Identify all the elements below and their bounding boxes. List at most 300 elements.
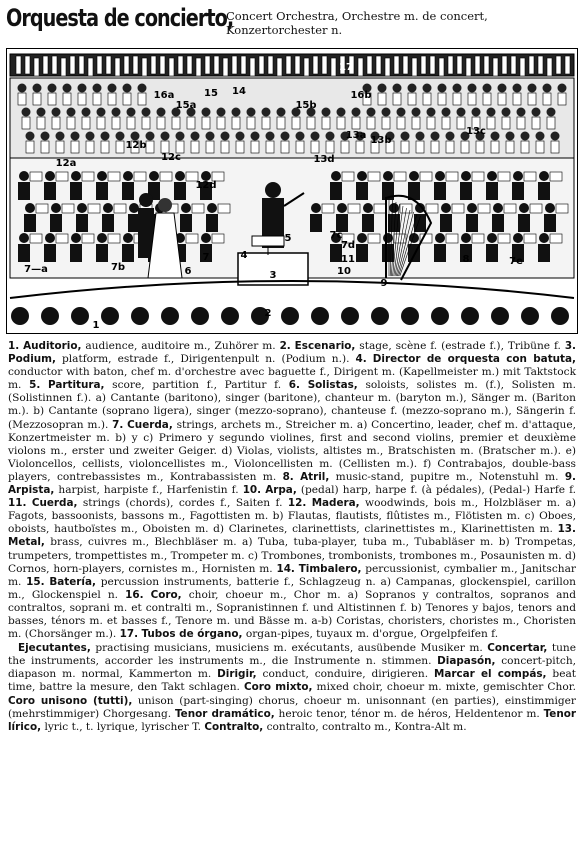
label-12b: 12b xyxy=(125,140,147,151)
chorister-score xyxy=(33,93,41,105)
chorister xyxy=(513,84,522,93)
organ-pipe xyxy=(52,56,57,74)
music-stand xyxy=(446,234,458,243)
chorister-score xyxy=(22,117,30,129)
musician-body xyxy=(330,182,342,200)
organ-pipe xyxy=(160,56,165,74)
chorister-score xyxy=(401,141,409,153)
legend-number: 3. xyxy=(564,340,576,352)
label-7b: 7b xyxy=(110,262,126,273)
page-title: Orquesta de concierto, xyxy=(6,4,234,32)
chorister xyxy=(48,84,57,93)
chorister-score xyxy=(251,141,259,153)
legend-definition: strings, archets m., Streicher m. a) Concertino, leader, chef m. d'attaque, Konzertmeister m. b) y c) Primero y segundo violines, first and second violins, premier et deuxième violons m., erster und zweiter Geiger. d) Violas, violists, altistes m., Bratschisten m. (Bratscher m.). e) Violoncellos, cellists, violoncellistes m., Violoncellisten m. (Cellisten m.). f) Contrabajos, double-bass players, contrebassistes m., Kontrabassisten m. xyxy=(8,418,576,483)
chorister-score xyxy=(82,117,90,129)
chorister xyxy=(266,132,275,141)
music-stand xyxy=(348,204,360,213)
chorister-score xyxy=(138,93,146,105)
legend-definition: organ-pipes, tuyaux m. d'orgue, Orgelpfeifen f. xyxy=(245,628,499,641)
chorister-score xyxy=(352,117,360,129)
label-8: 8 xyxy=(462,254,470,265)
music-stand xyxy=(498,234,510,243)
musician-body xyxy=(544,214,556,232)
chorister-score xyxy=(468,93,476,105)
organ-pipe xyxy=(403,56,408,74)
legend-term: Partitura, xyxy=(48,379,105,392)
chorister-score xyxy=(487,117,495,129)
label-13a: 13a xyxy=(345,130,367,141)
chorister xyxy=(491,132,500,141)
legend-term: Metal, xyxy=(8,536,45,549)
chorister-score xyxy=(296,141,304,153)
musician-body xyxy=(486,182,498,200)
organ-pipe xyxy=(133,56,138,74)
organ-pipe xyxy=(277,58,282,76)
musician-body xyxy=(70,182,82,200)
chorister-score xyxy=(157,117,165,129)
musician xyxy=(487,171,497,181)
page-subtitle: Concert Orchestra, Orchestre m. de concert, Konzertorchester n. xyxy=(226,9,488,37)
chorister-score xyxy=(536,141,544,153)
legend-number: 7. xyxy=(112,418,124,431)
legend-term: Coro, xyxy=(150,588,182,601)
legend-term: Tenor lírico, xyxy=(8,707,576,733)
chorister xyxy=(337,108,346,117)
chorister-score xyxy=(476,141,484,153)
chorister-score xyxy=(86,141,94,153)
chorister-score xyxy=(18,93,26,105)
music-stand xyxy=(88,204,100,213)
musician xyxy=(51,203,61,213)
musician xyxy=(435,171,445,181)
chorister-score xyxy=(262,117,270,129)
organ-pipe xyxy=(241,56,246,74)
chorister xyxy=(63,84,72,93)
musician-body xyxy=(486,244,498,262)
musician xyxy=(201,233,211,243)
chorister-score xyxy=(56,141,64,153)
chorister xyxy=(37,108,46,117)
musician-body xyxy=(440,214,452,232)
legend-number: 12. xyxy=(287,497,307,510)
chorister-score xyxy=(37,117,45,129)
musician-body xyxy=(96,182,108,200)
musician xyxy=(97,171,107,181)
legend-number: 10. xyxy=(242,484,262,497)
legend-term: Timbalero, xyxy=(298,562,362,575)
chorister-score xyxy=(491,141,499,153)
musician-body xyxy=(50,214,62,232)
chorister xyxy=(251,132,260,141)
chorister-score xyxy=(341,141,349,153)
chorister-score xyxy=(247,117,255,129)
organ-pipe xyxy=(97,56,102,74)
chorister-score xyxy=(356,141,364,153)
musician-body xyxy=(174,182,186,200)
legend-term: Solistas, xyxy=(307,379,358,392)
music-stand xyxy=(30,234,42,243)
chorister xyxy=(528,84,537,93)
organ-pipe xyxy=(457,56,462,74)
chorister xyxy=(277,108,286,117)
chorister-score xyxy=(217,117,225,129)
chorister-score xyxy=(187,117,195,129)
chorister-score xyxy=(26,141,34,153)
musician xyxy=(45,233,55,243)
chorister-score xyxy=(127,117,135,129)
organ-pipe xyxy=(511,56,516,74)
chorister xyxy=(442,108,451,117)
musician xyxy=(25,203,35,213)
musician-body xyxy=(466,214,478,232)
music-stand xyxy=(420,172,432,181)
chorister xyxy=(367,108,376,117)
legend-term: Marcar el compás, xyxy=(434,668,547,681)
chorister xyxy=(236,132,245,141)
label-1: 1 xyxy=(92,320,100,331)
legend-term: Ejecutantes, xyxy=(18,642,91,655)
chorister-score xyxy=(116,141,124,153)
organ-pipe xyxy=(25,56,30,74)
music-stand xyxy=(82,172,94,181)
musician xyxy=(71,233,81,243)
label-12c: 12c xyxy=(161,152,181,163)
organ-pipe xyxy=(502,56,507,74)
chorister-score xyxy=(63,93,71,105)
music-stand xyxy=(498,172,510,181)
chorister xyxy=(116,132,125,141)
chorister xyxy=(67,108,76,117)
organ-pipe xyxy=(295,56,300,74)
chorister xyxy=(326,132,335,141)
musician-body xyxy=(356,244,368,262)
organ-pipe xyxy=(88,58,93,76)
label-12a: 12a xyxy=(55,158,77,169)
legend-term: Tubos de órgano, xyxy=(141,628,243,641)
legend-term: Escenario, xyxy=(294,340,356,352)
music-stand xyxy=(472,234,484,243)
music-stand xyxy=(530,204,542,213)
organ-pipe xyxy=(439,58,444,76)
musician xyxy=(103,203,113,213)
musician xyxy=(77,203,87,213)
musician-body xyxy=(356,182,368,200)
legend-definition: strings (chords), cordes f., Saiten f. xyxy=(82,497,283,510)
chorister xyxy=(487,108,496,117)
chorister xyxy=(397,108,406,117)
organ-pipe xyxy=(304,58,309,76)
legend-term: Cuerda, xyxy=(31,497,78,510)
organ-pipe xyxy=(196,58,201,76)
music-stand xyxy=(394,172,406,181)
musician-body xyxy=(122,244,134,262)
musician xyxy=(513,171,523,181)
musician-body xyxy=(538,244,550,262)
chorister-score xyxy=(416,141,424,153)
legend-definition: woodwinds, bois m., Holzbläser m. a) Fagots, bassoonists, bassons m., Fagottisten m. b) Flautas, flautists, flûtistes m., Flötisten m. c) Oboes, oboists, hautboïstes m., Oboisten m. d) Clarinetes, clarinettists, clarinettistes m., Klarinettisten m. xyxy=(8,497,576,536)
chorister xyxy=(438,84,447,93)
chorister xyxy=(472,108,481,117)
musician-body xyxy=(206,214,218,232)
legend-definition: percussion instruments, batterie f., Schlagzeug n. a) Campanas, glockenspiel, carillon m., Glockenspiel n. xyxy=(8,575,576,601)
musician xyxy=(519,203,529,213)
chorister-score xyxy=(326,141,334,153)
legend-definition: harpist, harpiste f., Harfenistin f. xyxy=(58,484,239,497)
organ-pipe xyxy=(484,56,489,74)
page-header xyxy=(6,4,578,42)
label-17: 17 xyxy=(339,62,353,73)
chorister xyxy=(311,132,320,141)
musician xyxy=(331,171,341,181)
chorister xyxy=(498,84,507,93)
chorister xyxy=(517,108,526,117)
legend-number: 9. xyxy=(564,470,577,483)
music-stand xyxy=(524,172,536,181)
chorister-score xyxy=(281,141,289,153)
musician xyxy=(337,203,347,213)
musician-body xyxy=(512,182,524,200)
chorister-score xyxy=(513,93,521,105)
label-14: 14 xyxy=(232,86,246,97)
chorister-score xyxy=(206,141,214,153)
legend-number: 1. xyxy=(8,340,20,352)
legend-term: Tenor dramático, xyxy=(174,707,275,720)
chorister-score xyxy=(457,117,465,129)
chorister-score xyxy=(551,141,559,153)
chorister-score xyxy=(146,141,154,153)
chorister-score xyxy=(543,93,551,105)
chorister xyxy=(352,108,361,117)
chorister-score xyxy=(408,93,416,105)
chorister xyxy=(543,84,552,93)
label-3: 3 xyxy=(269,270,277,281)
organ-pipe xyxy=(376,56,381,74)
chorister xyxy=(18,84,27,93)
musician xyxy=(19,171,29,181)
audience-member xyxy=(221,307,239,325)
label-7d: 7d xyxy=(340,240,356,251)
organ-pipe xyxy=(367,56,372,74)
legend-definition: conduct, conduire, dirigieren. xyxy=(262,668,429,681)
label-15a: 15a xyxy=(175,100,197,111)
chorister-score xyxy=(397,117,405,129)
legend-number: 8. xyxy=(282,470,294,483)
chorister xyxy=(382,108,391,117)
musician-body xyxy=(44,182,56,200)
chorister xyxy=(247,108,256,117)
orchestra-drawing xyxy=(6,48,578,334)
label-12d: 12d xyxy=(195,180,217,191)
musician-body xyxy=(310,214,322,232)
chorister-score xyxy=(277,117,285,129)
chorister xyxy=(408,84,417,93)
organ-pipe xyxy=(475,56,480,74)
legend-number: 6. xyxy=(288,379,300,392)
music-stand xyxy=(452,204,464,213)
legend-definition: brass, cuivres m., Blechbläser m. a) Tuba, tuba-player, tuba m., Tubabläser m. b) Trompetas, trumpeters, trompettistes m., Trompeter m. c) Trombones, trombonists, trombones m., Posaunisten m. d) Cornos, horn-players, cornistes m., Hornisten m. xyxy=(8,536,577,575)
music-stand xyxy=(426,204,438,213)
musician xyxy=(513,233,523,243)
chorister xyxy=(22,108,31,117)
music-stand xyxy=(374,204,386,213)
musician xyxy=(123,233,133,243)
organ-pipe xyxy=(250,58,255,76)
chorister-score xyxy=(78,93,86,105)
musician xyxy=(389,203,399,213)
musician xyxy=(545,203,555,213)
label-4: 4 xyxy=(240,250,248,261)
organ-pipe xyxy=(313,56,318,74)
organ-pipe xyxy=(142,58,147,76)
label-11: 11 xyxy=(341,254,355,265)
music-stand xyxy=(134,172,146,181)
audience-member xyxy=(491,307,509,325)
chorister-score xyxy=(191,141,199,153)
chorister xyxy=(146,132,155,141)
chorister xyxy=(123,84,132,93)
musician-body xyxy=(102,214,114,232)
organ-pipe xyxy=(565,56,570,74)
chorister-score xyxy=(311,141,319,153)
audience-member xyxy=(341,307,359,325)
music-stand xyxy=(212,234,224,243)
label-13d: 13d xyxy=(313,154,335,165)
legend-entries xyxy=(8,340,576,641)
audience-member xyxy=(41,307,59,325)
chorister xyxy=(93,84,102,93)
chorister xyxy=(101,132,110,141)
music-stand xyxy=(218,204,230,213)
musician xyxy=(435,233,445,243)
chorister xyxy=(446,132,455,141)
musician-body xyxy=(96,244,108,262)
label-7e: 7e xyxy=(509,256,523,267)
chorister xyxy=(26,132,35,141)
legend-definition: platform, estrade f., Dirigentenpult n. (Podium n.). xyxy=(62,353,350,366)
organ-pipe xyxy=(412,58,417,76)
music-stand xyxy=(56,172,68,181)
organ-pipe xyxy=(115,58,120,76)
chorister xyxy=(453,84,462,93)
organ-pipe xyxy=(268,56,273,74)
legend-term: Contralto, xyxy=(204,720,264,733)
legend-definition: stage, scène f. (estrade f.), Tribüne f. xyxy=(359,340,561,352)
music-stand xyxy=(550,234,562,243)
label-15b: 15b xyxy=(295,100,317,111)
music-stand xyxy=(556,204,568,213)
audience-member xyxy=(311,307,329,325)
music-stand xyxy=(368,234,380,243)
chorister-score xyxy=(108,93,116,105)
musician xyxy=(383,171,393,181)
musician xyxy=(311,203,321,213)
legend-term: Arpa, xyxy=(265,484,297,497)
label-2: 2 xyxy=(264,308,272,319)
audience-member xyxy=(131,307,149,325)
chorister-score xyxy=(558,93,566,105)
chorister-score xyxy=(221,141,229,153)
music-stand xyxy=(478,204,490,213)
legend-definition: music-stand, pupitre m., Notenstuhl m. xyxy=(335,470,559,483)
legend-term: Madera, xyxy=(311,497,360,510)
legend-definition: unison (part-singing) chorus, choeur m. unisonnant (en parties), einstimmiger (mehrstimmiger) Chorgesang. xyxy=(8,694,576,720)
chorister xyxy=(457,108,466,117)
legend-definition: beat time, battre la mesure, den Takt schlagen. xyxy=(8,668,577,694)
chorister xyxy=(551,132,560,141)
chorister-score xyxy=(266,141,274,153)
legend-term: Atril, xyxy=(300,470,330,483)
label-5: 5 xyxy=(284,233,292,244)
chorister xyxy=(521,132,530,141)
musician xyxy=(357,233,367,243)
musician xyxy=(19,233,29,243)
chorister-score xyxy=(532,117,540,129)
chorister-score xyxy=(97,117,105,129)
chorister-score xyxy=(232,117,240,129)
music-stand xyxy=(108,172,120,181)
legend-number: 14. xyxy=(276,562,295,575)
chorister-score xyxy=(307,117,315,129)
legend-number: 16. xyxy=(125,588,144,601)
legend-definition: practising musicians, musiciens m. exécutants, ausübende Musiker m. xyxy=(95,642,483,655)
chorister-score xyxy=(378,93,386,105)
chorister-score xyxy=(502,117,510,129)
chorister xyxy=(202,108,211,117)
chorister xyxy=(536,132,545,141)
chorister xyxy=(86,132,95,141)
organ-pipe xyxy=(187,56,192,74)
music-stand xyxy=(524,234,536,243)
legend-number: 15. xyxy=(26,575,45,588)
music-stand xyxy=(62,204,74,213)
label-7a: 7—a xyxy=(24,264,48,275)
legend-definition: heroic tenor, ténor m. de héros, Heldentenor m. xyxy=(278,707,540,720)
chorister xyxy=(127,108,136,117)
organ-pipe xyxy=(286,56,291,74)
organ-pipes xyxy=(10,54,574,76)
musician xyxy=(71,171,81,181)
chorister xyxy=(506,132,515,141)
legend-definition: tune the instruments, accorder les instruments m., die Instrumente n. stimmen. xyxy=(8,642,577,668)
choir-area xyxy=(10,78,574,158)
organ-pipe xyxy=(79,56,84,74)
chorister xyxy=(82,108,91,117)
chorister-score xyxy=(461,141,469,153)
legend-term: Diapasón, xyxy=(437,655,496,668)
musician-body xyxy=(18,182,30,200)
music-stand xyxy=(368,172,380,181)
label-6: 6 xyxy=(184,266,192,277)
music-stand xyxy=(108,234,120,243)
organ-pipe xyxy=(322,56,327,74)
audience-member xyxy=(11,307,29,325)
legend-term: Arpista, xyxy=(8,484,55,497)
musician-body xyxy=(70,244,82,262)
chorister xyxy=(191,132,200,141)
music-stand xyxy=(30,172,42,181)
organ-pipe xyxy=(34,58,39,76)
musician xyxy=(487,233,497,243)
legend-number: 5. xyxy=(29,379,41,392)
chorister xyxy=(78,84,87,93)
music-stand xyxy=(550,172,562,181)
music-stand xyxy=(322,204,334,213)
legend-term: Coro unisono (tutti), xyxy=(8,694,133,707)
musician-body xyxy=(460,182,472,200)
chorister xyxy=(393,84,402,93)
chorister-score xyxy=(427,117,435,129)
legend-term: Dirigir, xyxy=(217,668,257,681)
